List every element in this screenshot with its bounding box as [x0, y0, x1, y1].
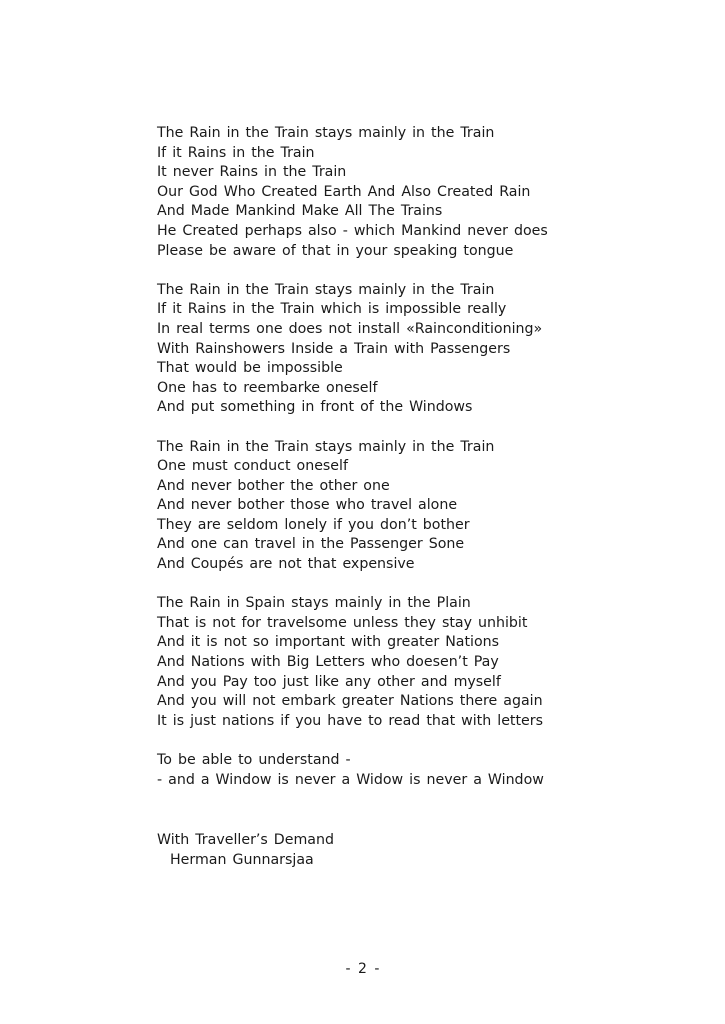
poem-body	[157, 124, 697, 810]
poem-line: And Nations with Big Letters who doesen’t Pay	[157, 654, 499, 671]
stanza-3	[157, 438, 697, 575]
poem-line: If it Rains in the Train	[157, 144, 315, 161]
page-number: - 2 -	[345, 961, 380, 977]
stanza-4	[157, 594, 697, 731]
poem-line: Our God Who Created Earth And Also Created Rain	[157, 183, 531, 200]
stanza-2	[157, 281, 697, 418]
stanza-5	[157, 751, 697, 790]
poem-line: It never Rains in the Train	[157, 164, 347, 181]
poem-line: One has to reembarke oneself	[157, 379, 378, 396]
poem-line: And it is not so important with greater Nations	[157, 634, 500, 651]
poem-line: And Coupés are not that expensive	[157, 556, 415, 573]
author-name: Herman Gunnarsjaa	[170, 851, 314, 868]
poem-line: And Made Mankind Make All The Trains	[157, 203, 443, 220]
poem-line: And one can travel in the Passenger Sone	[157, 536, 465, 553]
poem-line: The Rain in the Train stays mainly in the Train	[157, 438, 495, 455]
poem-line: One must conduct oneself	[157, 458, 348, 475]
poem-line: With Rainshowers Inside a Train with Passengers	[157, 340, 511, 357]
poem-line: He Created perhaps also - which Mankind never does	[157, 222, 548, 239]
poem-line: The Rain in Spain stays mainly in the Plain	[157, 595, 471, 612]
poem-line: That is not for travelsome unless they stay unhibit	[157, 614, 528, 631]
stanza-1	[157, 124, 697, 261]
poem-line: The Rain in the Train stays mainly in the Train	[157, 281, 495, 298]
poem-line: If it Rains in the Train which is impossible really	[157, 301, 507, 318]
signature-block	[157, 831, 334, 870]
poem-line: And you will not embark greater Nations there again	[157, 693, 543, 710]
poem-line: And you Pay too just like any other and myself	[157, 673, 501, 690]
poem-line: And never bother the other one	[157, 477, 390, 494]
poem-line: To be able to understand -	[157, 752, 351, 768]
signature-closing: With Traveller’s Demand	[157, 832, 334, 848]
poem-line: And put something in front of the Windows	[157, 399, 473, 416]
poem-line: In real terms one does not install «Rainconditioning»	[157, 320, 543, 337]
poem-line: That would be impossible	[157, 360, 343, 377]
poem-line: The Rain in the Train stays mainly in the Train	[157, 125, 495, 141]
poem-line: - and a Window is never a Widow is never a Window	[157, 771, 544, 788]
poem-line: They are seldom lonely if you don’t bother	[157, 516, 470, 533]
poem-line: And never bother those who travel alone	[157, 497, 458, 514]
poem-line: Please be aware of that in your speaking tongue	[157, 242, 514, 259]
poem-line: It is just nations if you have to read that with letters	[157, 712, 543, 729]
